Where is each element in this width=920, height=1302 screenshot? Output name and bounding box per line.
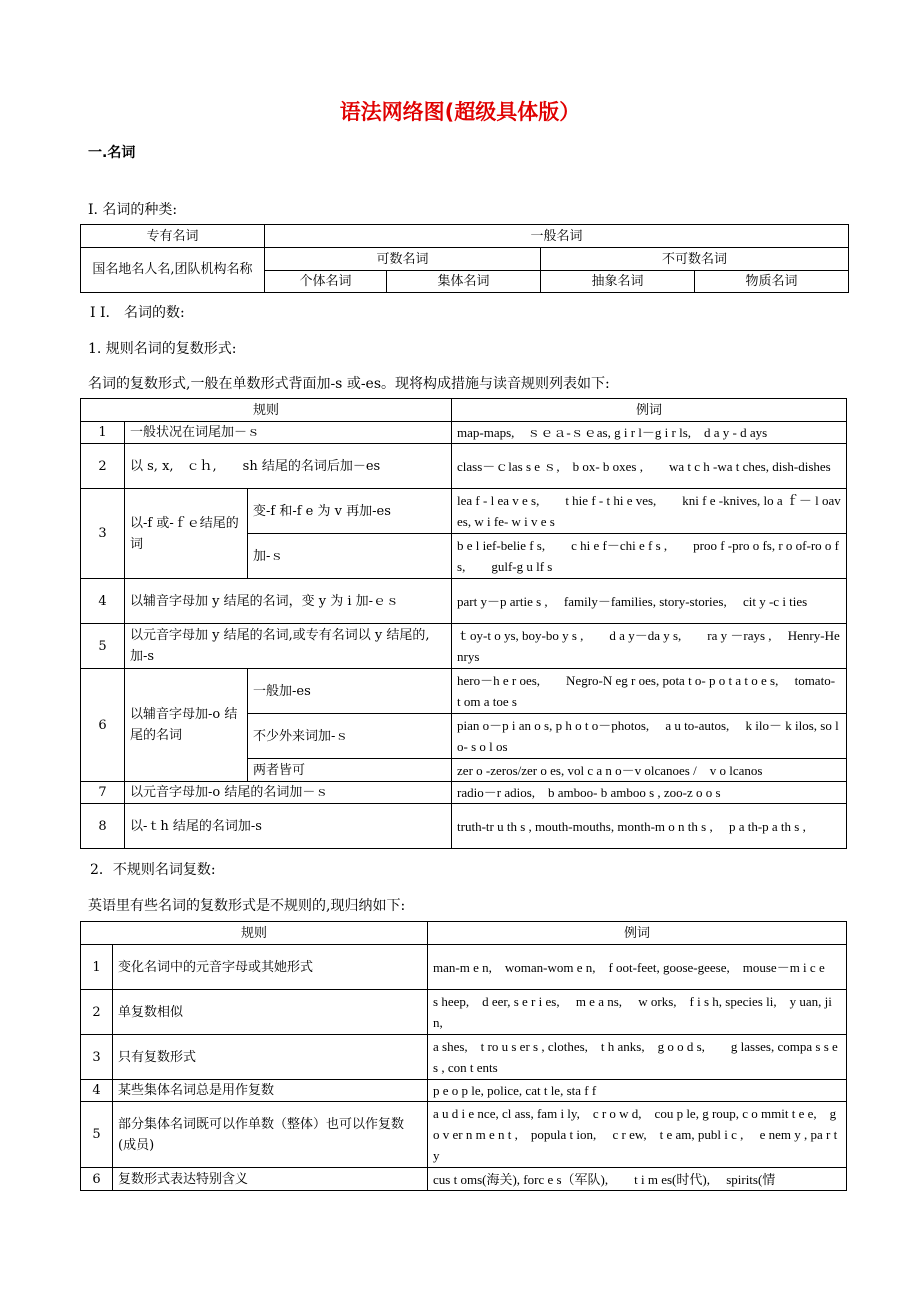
row-number: 4 (81, 1080, 113, 1102)
rule-text: 以元音字母加 y 结尾的名词,或专有名词以 y 结尾的,加-s (125, 624, 452, 669)
row-number: 2 (81, 444, 125, 489)
table-row (81, 422, 847, 444)
example-text: b e l ief-belie f s, c hi e f－chi e f s , proo f -pro o fs, r o of-ro o f s, gulf-g u lf s (452, 534, 847, 579)
abstract-noun: 抽象名词 (541, 271, 695, 293)
individual-noun: 个体名词 (265, 271, 387, 293)
row-number: 5 (81, 1102, 113, 1168)
irregular-plural-intro: 英语里有些名词的复数形式是不规则的,现归纳如下: (88, 898, 406, 914)
heading-noun-kinds: I. 名词的种类: (88, 202, 178, 218)
collective-noun: 集体名词 (387, 271, 541, 293)
table-row (81, 489, 847, 534)
heading-regular-plural: 1. 规则名词的复数形式: (88, 341, 237, 357)
table-row (81, 444, 847, 489)
example-text: ｔoy-t o ys, boy-bo y s , d a y－da y s, ra y －rays , Henry-Henrys (452, 624, 847, 669)
example-text: p e o p le, police, cat t le, sta f f (428, 1080, 847, 1102)
rule-text: 以 s, x, ｃｈ, sh 结尾的名词后加－es (125, 444, 452, 489)
table-row (81, 1080, 847, 1102)
sub-rule-text: 两者皆可 (248, 759, 452, 782)
example-text: zer o -zeros/zer o es, vol c a n o－v olcanoes / v o lcanos (452, 759, 847, 782)
example-text: s heep, d eer, s e r i es, m e a ns, w orks, f i s h, species li, y uan, jin, (428, 990, 847, 1035)
table-row (81, 624, 847, 669)
table-row (81, 782, 847, 804)
sub-rule-text: 一般加-es (248, 669, 452, 714)
table-row (81, 804, 847, 849)
header-common-noun: 一般名词 (265, 225, 849, 248)
table-row (81, 990, 847, 1035)
rule-text: 以-f 或-ｆｅ结尾的词 (125, 489, 248, 579)
row-number: 1 (81, 422, 125, 444)
table-row (81, 579, 847, 624)
irregular-plural-table (80, 921, 847, 1191)
example-text: hero－h e r oes, Negro-N eg r oes, pota t o- p o t a t o e s, tomato- t om a toe s (452, 669, 847, 714)
table-row (81, 1102, 847, 1168)
header-uncountable: 不可数名词 (541, 248, 849, 271)
header-rule: 规则 (81, 922, 428, 945)
example-text: cus t oms(海关), forc e s（军队), t i m es(时代), spirits(情 (428, 1168, 847, 1191)
rule-text: 变化名词中的元音字母或其她形式 (113, 945, 428, 990)
example-text: a shes, t ro u s er s , clothes, t h anks, g o o d s, g lasses, compa s s e s , con t ents (428, 1035, 847, 1080)
header-proper-noun: 专有名词 (81, 225, 265, 248)
section-heading-nouns: 一.名词 (88, 145, 136, 161)
row-number: 8 (81, 804, 125, 849)
header-rule: 规则 (81, 399, 452, 422)
header-countable: 可数名词 (265, 248, 541, 271)
noun-kinds-table (80, 224, 849, 293)
header-example: 例词 (428, 922, 847, 945)
rule-text: 单复数相似 (113, 990, 428, 1035)
table-row (81, 669, 847, 714)
rule-text: 某些集体名词总是用作复数 (113, 1080, 428, 1102)
example-text: part y－p artie s , family－families, story-stories, cit y -c i ties (452, 579, 847, 624)
rule-text: 以元音字母加-o 结尾的名词加－ｓ (125, 782, 452, 804)
regular-plural-intro: 名词的复数形式,一般在单数形式背面加-s 或-es。现将构成措施与读音规则列表如下: (88, 376, 610, 392)
rule-text: 以-ｔh 结尾的名词加-s (125, 804, 452, 849)
example-text: truth-tr u th s , mouth-mouths, month-m o n th s , p a th-p a th s , (452, 804, 847, 849)
regular-plural-table (80, 398, 847, 849)
rule-text: 一般状况在词尾加－ｓ (125, 422, 452, 444)
sub-rule-text: 不少外来词加-ｓ (248, 714, 452, 759)
rule-text: 只有复数形式 (113, 1035, 428, 1080)
row-number: 3 (81, 1035, 113, 1080)
material-noun: 物质名词 (695, 271, 849, 293)
row-number: 2 (81, 990, 113, 1035)
row-number: 6 (81, 669, 125, 782)
example-text: map-maps, ｓｅａ-ｓｅas, g i r l－g i r ls, d a y - d ays (452, 422, 847, 444)
sub-rule-text: 加-ｓ (248, 534, 452, 579)
row-number: 5 (81, 624, 125, 669)
table-row (81, 1168, 847, 1191)
row-number: 6 (81, 1168, 113, 1191)
page-title: 语法网络图(超级具体版） (339, 100, 581, 124)
rule-text: 以辅音字母加 y 结尾的名词，变 y 为 i 加-ｅｓ (125, 579, 452, 624)
heading-irregular-plural: 2．不规则名词复数: (90, 862, 216, 878)
rule-text: 部分集体名词既可以作单数（整体）也可以作复数(成员) (113, 1102, 428, 1168)
example-text: pian o－p i an o s, p h o t o－photos, a u to-autos, k ilo－ k ilos, so l o- s o l os (452, 714, 847, 759)
proper-noun-description: 国名地名人名,团队机构名称 (81, 248, 265, 293)
example-text: radio－r adios, b amboo- b amboo s , zoo-z o o s (452, 782, 847, 804)
row-number: 1 (81, 945, 113, 990)
table-row (81, 945, 847, 990)
heading-noun-number: I I. 名词的数: (90, 305, 185, 321)
row-number: 7 (81, 782, 125, 804)
example-text: man-m e n, woman-wom e n, f oot-feet, goose-geese, mouse－m i c e (428, 945, 847, 990)
row-number: 3 (81, 489, 125, 579)
table-row (81, 1035, 847, 1080)
example-text: lea f - l ea v e s, t hie f - t hi e ves, kni f e -knives, lo a ｆ－ l oaves, w i fe- w i v e s (452, 489, 847, 534)
rule-text: 以辅音字母加-o 结尾的名词 (125, 669, 248, 782)
row-number: 4 (81, 579, 125, 624)
example-text: class－ｃlas s e ｓ, b ox- b oxes , wa t c h -wa t ches, dish-dishes (452, 444, 847, 489)
sub-rule-text: 变-f 和-f e 为 v 再加-es (248, 489, 452, 534)
header-example: 例词 (452, 399, 847, 422)
rule-text: 复数形式表达特别含义 (113, 1168, 428, 1191)
example-text: a u d i e nce, cl ass, fam i ly, c r o w d, cou p le, g roup, c o mmit t e e, go v er n m e n t , popula t ion, c r ew, t e am, publ i c , e nem y , pa r ty (428, 1102, 847, 1168)
